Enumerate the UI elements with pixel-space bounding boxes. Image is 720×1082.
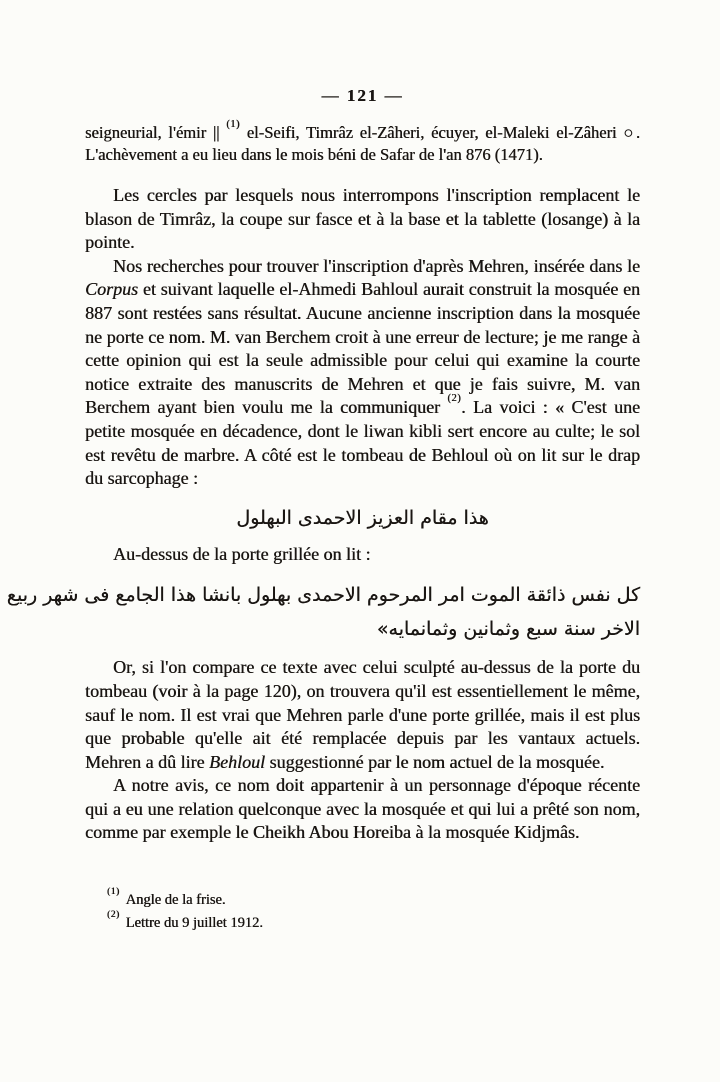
text-run: . La voici : « C'est une petite mosquée en décadence, dont le liwan kibli sert encore au culte; le sol est revêtu de marbre. A côté est le tombeau de Behloul où on lit sur le drap du sarcophage : — [85, 397, 640, 489]
behloul-italic: Behloul — [208, 751, 265, 772]
footnote-1-text: Angle de la frise. — [125, 892, 226, 909]
footnote-2-marker: (2) — [107, 909, 120, 920]
footnote-2 — [107, 909, 640, 935]
arabic-door-inscription — [6, 578, 640, 646]
corpus-title-italic: Corpus — [85, 279, 139, 300]
paragraph-inscription-end — [85, 118, 640, 166]
text-run: suggestionné par le nom actuel de la mosquée. — [264, 751, 605, 772]
footnote-2-text: Lettre du 9 juillet 1912. — [125, 914, 263, 931]
footnote-1-marker: (1) — [107, 887, 120, 898]
paragraph-avis: A notre avis, ce nom doit appartenir à un personnage d'époque récente qui a eu une relation quelconque avec la mosquée et qui lui a prêté son nom, comme par exemple le Cheikh Abou Horeiba à la mosquée Kidjmâs. — [85, 775, 640, 843]
arabic-door-inscription-line-1: كل نفس ذائقة الموت امر المرحوم الاحمدى بهلول بانشا هذا الجامع فى شهر ربيع — [6, 584, 640, 607]
paragraph-comparaison — [85, 656, 640, 774]
paragraph-recherches — [85, 255, 640, 491]
footnote-1 — [107, 889, 640, 912]
text-run: et suivant laquelle el-Ahmedi Bahloul aurait construit la mosquée en 887 sont restées sans résultat. Aucune ancienne inscription dans la mosquée ne porte ce nom. M. van Berchem croit à une erreur de lecture; je me range à cette opinion qui est la seule admissible pour celui qui examine la courte notice extraite des manuscrits de Mehren et que je fais suivre, M. van Berchem ayant bien voulu me la communiquer — [85, 279, 640, 418]
arabic-sarcophagus-inscription: هذا مقام العزيز الاحمدى البهلول — [236, 506, 489, 529]
footnote-ref-1: (1) — [226, 118, 240, 130]
paragraph-cercles: Les cercles par lesquels nous interrompons l'inscription remplacent le blason de Timrâz, la coupe sur fasce et à la base et la tablette (losange) à la pointe. — [85, 185, 640, 253]
page-number: — 121 — — [321, 86, 404, 105]
text-run: seigneurial, l'émir || — [85, 123, 227, 142]
text-run: el-Seifi, Timrâz el-Zâheri, écuyer, el-Maleki el-Zâheri ○. L'achèvement a eu lieu dans le mois béni de Safar de l'an 876 (1471). — [85, 123, 640, 164]
arabic-door-inscription-line-2: الاخر سنة سبع وثمانين وثمانمايه» — [376, 618, 640, 641]
text-run: Nos recherches pour trouver l'inscription d'après Mehren, insérée dans le — [113, 255, 640, 276]
footnotes — [85, 889, 640, 934]
paragraph-au-dessus: Au-dessus de la porte grillée on lit : — [113, 543, 371, 564]
text-run: Or, si l'on compare ce texte avec celui sculpté au-dessus de la porte du tombeau (voir à la page 120), on trouvera qu'il est essentiellement le même, sauf le nom. Il est vrai que Mehren parle d'une porte grillée, mais il est plus que probable qu'elle ait été remplacée depuis par les vantaux actuels. Mehren a dû lire — [85, 657, 640, 772]
footnote-ref-2: (2) — [447, 393, 462, 405]
